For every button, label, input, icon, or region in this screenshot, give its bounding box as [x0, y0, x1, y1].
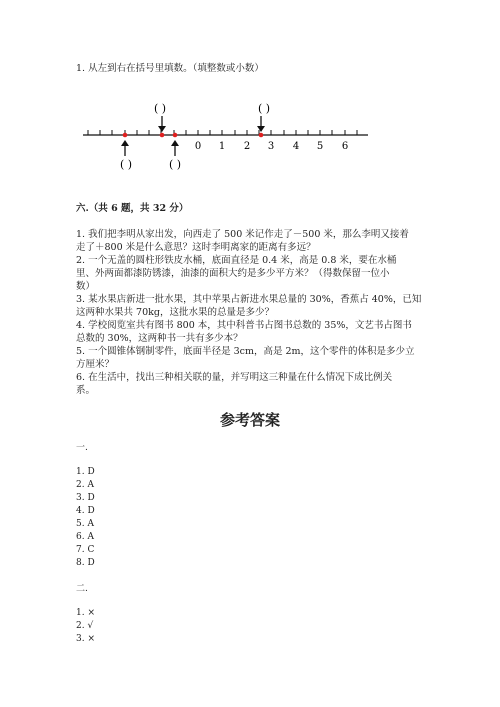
answer-item: 5. A: [76, 519, 94, 529]
down-arrow-2: [257, 116, 265, 132]
tick-label-1: 1: [218, 141, 226, 152]
problem-line: 系。: [76, 385, 96, 396]
paren-bottom-2: ( ): [168, 158, 182, 171]
tick-label-3: 3: [267, 141, 275, 152]
problem-line: 5. 一个圆锥体钢制零件，底面半径是 3cm，高是 2m，这个零件的体积是多少立: [76, 346, 415, 357]
tick-label-5: 5: [316, 141, 324, 152]
answers-title: 参考答案: [219, 411, 280, 429]
problem-line: 这两种水果共 70kg，这批水果的总量是多少？: [76, 307, 274, 318]
red-point-1: [123, 133, 128, 138]
tick-label-4: 4: [292, 141, 300, 152]
up-arrow-2: [171, 140, 179, 156]
problem-line: 数）: [76, 281, 96, 292]
paren-top-2: ( ): [257, 102, 271, 115]
tick-label-2: 2: [243, 141, 251, 152]
answer-item: 4. D: [76, 506, 95, 516]
paren-bottom-1: ( ): [119, 158, 133, 171]
section-6-heading: 六.（共 6 题，共 32 分）: [76, 203, 189, 214]
up-arrow-1: [121, 140, 129, 156]
tick-label-0: 0: [194, 141, 202, 152]
problem-line: 4. 学校阅览室共有图书 800 本，其中科普书占图书总数的 35%，文艺书占图书: [76, 320, 412, 331]
red-point-2: [160, 133, 165, 138]
number-line: [0, 100, 500, 200]
down-arrow-1: [158, 116, 166, 132]
answer-item: 2. √: [76, 621, 94, 631]
part-1-label: 一.: [76, 443, 88, 453]
red-point-4: [259, 133, 264, 138]
problem-line: 2. 一个无盖的圆柱形铁皮水桶，底面直径是 0.4 米，高是 0.8 米，要在水桶: [76, 255, 397, 266]
part-2-label: 二.: [76, 584, 88, 594]
problem-line: 走了＋800 米是什么意思？这时李明离家的距离有多远？: [76, 242, 316, 253]
problem-line: 里、外两面都漆防锈漆，油漆的面积大约是多少平方米？（得数保留一位小: [76, 268, 390, 279]
answer-item: 2. A: [76, 480, 94, 490]
answer-item: 1. ×: [76, 608, 95, 618]
question-1: 1. 从左到右在括号里填数。（填整数或小数）: [76, 63, 264, 74]
answer-item: 8. D: [76, 558, 95, 568]
axis-ticks: [88, 130, 357, 135]
problem-line: 6. 在生活中，找出三种相关联的量，并写明这三种量在什么情况下成比例关: [76, 372, 393, 383]
problem-line: 方厘米？: [76, 359, 115, 370]
answer-item: 3. ×: [76, 634, 95, 644]
paren-top-1: ( ): [153, 102, 167, 115]
answer-item: 3. D: [76, 493, 95, 503]
red-point-3: [173, 133, 178, 138]
tick-label-6: 6: [341, 141, 349, 152]
problem-line: 总数的 30%，这两种书一共有多少本？: [76, 333, 243, 344]
answer-item: 1. D: [76, 467, 95, 477]
problem-line: 1. 我们把李明从家出发，向西走了 500 米记作走了－500 米，那么李明又接着: [76, 229, 409, 240]
answer-item: 7. C: [76, 545, 95, 555]
problem-line: 3. 某水果店新进一批水果，其中苹果占新进水果总量的 30%，香蕉占 40%，已知: [76, 294, 422, 305]
answer-item: 6. A: [76, 532, 94, 542]
